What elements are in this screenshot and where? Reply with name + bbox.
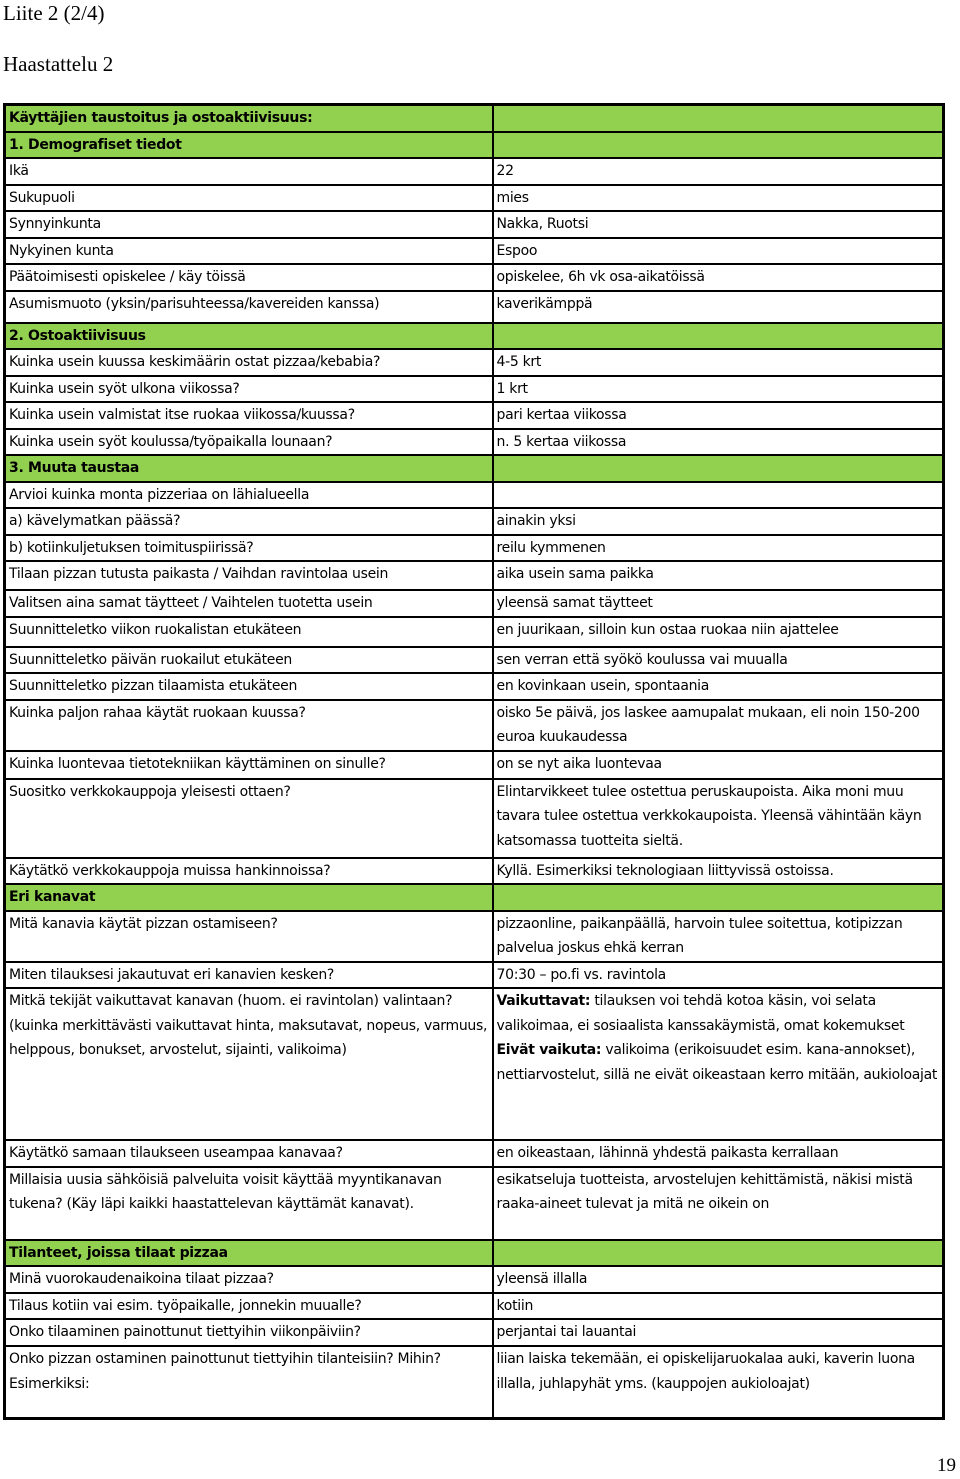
table-row: [5, 158, 944, 185]
question-cell: Suunnitteletko pizzan tilaamista etukäteen: [5, 673, 493, 700]
answer-cell: yleensä illalla: [493, 1266, 944, 1293]
section-row: [5, 1240, 944, 1267]
table-row: [5, 508, 944, 535]
question-cell: Kuinka usein kuussa keskimäärin ostat pizzaa/kebabia?: [5, 349, 493, 376]
answer-cell: 70:30 – po.fi vs. ravintola: [493, 962, 944, 989]
answer-cell: [493, 1240, 944, 1267]
table-row: [5, 264, 944, 291]
question-cell: Miten tilauksesi jakautuvat eri kanavien kesken?: [5, 962, 493, 989]
section-row: [5, 105, 944, 132]
section-heading: Tilanteet, joissa tilaat pizzaa: [5, 1240, 493, 1267]
question-cell: Kuinka usein syöt koulussa/työpaikalla lounaan?: [5, 429, 493, 456]
table-row: [5, 1167, 944, 1240]
table-row: [5, 700, 944, 751]
question-cell: Käytätkö verkkokauppoja muissa hankinnoissa?: [5, 858, 493, 885]
answer-cell: aika usein sama paikka: [493, 561, 944, 590]
table-row: [5, 1319, 944, 1346]
answer-cell: kaverikämppä: [493, 291, 944, 323]
section-heading: Käyttäjien taustoitus ja ostoaktiivisuus:: [5, 105, 493, 132]
question-cell: Minä vuorokaudenaikoina tilaat pizzaa?: [5, 1266, 493, 1293]
table-row: [5, 535, 944, 562]
table-row: [5, 962, 944, 989]
question-cell: Tilaan pizzan tutusta paikasta / Vaihdan ravintolaa usein: [5, 561, 493, 590]
answer-cell: reilu kymmenen: [493, 535, 944, 562]
interview-table-body: [5, 105, 944, 1419]
question-cell: Mitkä tekijät vaikuttavat kanavan (huom. ei ravintolan) valintaan? (kuinka merkittävästi vaikuttavat hinta, maksutavat, nopeus, varmuus, helppous, bonukset, arvostelut, sijainti, valikoima): [5, 988, 493, 1140]
answer-cell: sen verran että syökö koulussa vai muualla: [493, 647, 944, 674]
table-row: [5, 647, 944, 674]
answer-cell: perjantai tai lauantai: [493, 1319, 944, 1346]
question-cell: Käytätkö samaan tilaukseen useampaa kanavaa?: [5, 1140, 493, 1167]
answer-cell: esikatseluja tuotteista, arvostelujen kehittämistä, näkisi mistä raaka-aineet tulevat ja mitä ne oikein on: [493, 1167, 944, 1240]
answer-cell: pari kertaa viikossa: [493, 402, 944, 429]
answer-text: tilauksen voi tehdä kotoa käsin, voi selata valikoimaa, ei sosiaalista kanssakäymistä, omat kokemukset: [496, 993, 905, 1034]
section-heading: 1. Demografiset tiedot: [5, 132, 493, 159]
table-row: [5, 911, 944, 962]
question-cell: Arvioi kuinka monta pizzeriaa on lähialueella: [5, 482, 493, 509]
answer-cell: on se nyt aika luontevaa: [493, 751, 944, 779]
answer-cell: [493, 884, 944, 911]
answer-cell: [493, 482, 944, 509]
question-cell: Synnyinkunta: [5, 211, 493, 238]
table-row: [5, 349, 944, 376]
interview-table: [3, 103, 945, 1420]
answer-cell: en oikeastaan, lähinnä yhdestä paikasta kerrallaan: [493, 1140, 944, 1167]
table-row: [5, 858, 944, 885]
table-row: [5, 1140, 944, 1167]
table-row: [5, 988, 944, 1140]
answer-label: Eivät vaikuta:: [496, 1042, 602, 1058]
answer-cell: Nakka, Ruotsi: [493, 211, 944, 238]
answer-cell: en juurikaan, silloin kun ostaa ruokaa niin ajattelee: [493, 617, 944, 647]
table-row: [5, 751, 944, 779]
answer-cell: kotiin: [493, 1293, 944, 1320]
table-row: [5, 211, 944, 238]
section-row: [5, 884, 944, 911]
table-row: [5, 617, 944, 647]
answer-cell: 22: [493, 158, 944, 185]
table-row: [5, 673, 944, 700]
question-cell: Päätoimisesti opiskelee / käy töissä: [5, 264, 493, 291]
table-row: [5, 376, 944, 403]
question-cell: Kuinka paljon rahaa käytät ruokaan kuussa?: [5, 700, 493, 751]
table-row: [5, 185, 944, 212]
appendix-label: Liite 2 (2/4): [3, 1, 105, 25]
question-cell: Suositko verkkokauppoja yleisesti ottaen?: [5, 779, 493, 858]
answer-cell: en kovinkaan usein, spontaania: [493, 673, 944, 700]
table-row: [5, 1346, 944, 1419]
question-cell: Mitä kanavia käytät pizzan ostamiseen?: [5, 911, 493, 962]
table-row: [5, 1293, 944, 1320]
question-cell: Millaisia uusia sähköisiä palveluita voisit käyttää myyntikanavan tukena? (Käy läpi kaikki haastattelevan käyttämät kanavat).: [5, 1167, 493, 1240]
answer-cell: 1 krt: [493, 376, 944, 403]
question-cell: Onko pizzan ostaminen painottunut tiettyihin tilanteisiin? Mihin? Esimerkiksi:: [5, 1346, 493, 1419]
answer-cell: [493, 988, 944, 1140]
answer-cell: [493, 105, 944, 132]
answer-cell: [493, 323, 944, 350]
answer-cell: 4-5 krt: [493, 349, 944, 376]
answer-cell: mies: [493, 185, 944, 212]
question-cell: b) kotiinkuljetuksen toimituspiirissä?: [5, 535, 493, 562]
question-cell: Kuinka luontevaa tietotekniikan käyttäminen on sinulle?: [5, 751, 493, 779]
table-row: [5, 561, 944, 590]
section-row: [5, 132, 944, 159]
answer-cell: Kyllä. Esimerkiksi teknologiaan liittyvissä ostoissa.: [493, 858, 944, 885]
table-row: [5, 779, 944, 858]
answer-cell: Elintarvikkeet tulee ostettua peruskaupoista. Aika moni muu tavara tulee ostettua verkkokaupoista. Yleensä vähintään käyn katsomassa tuotteita sieltä.: [493, 779, 944, 858]
table-row: [5, 291, 944, 323]
answer-label: Vaikuttavat:: [496, 993, 591, 1009]
answer-cell: pizzaonline, paikanpäällä, harvoin tulee soitettua, kotipizzan palvelua joskus ehkä kerran: [493, 911, 944, 962]
question-cell: Kuinka usein valmistat itse ruokaa viikossa/kuussa?: [5, 402, 493, 429]
section-row: [5, 323, 944, 350]
question-cell: Tilaus kotiin vai esim. työpaikalle, jonnekin muualle?: [5, 1293, 493, 1320]
section-row: [5, 455, 944, 482]
answer-cell: [493, 132, 944, 159]
table-row: [5, 402, 944, 429]
section-heading: 3. Muuta taustaa: [5, 455, 493, 482]
page-number: 19: [937, 1455, 956, 1476]
question-cell: Suunnitteletko viikon ruokalistan etukäteen: [5, 617, 493, 647]
question-cell: Nykyinen kunta: [5, 238, 493, 265]
answer-cell: opiskelee, 6h vk osa-aikatöissä: [493, 264, 944, 291]
question-cell: a) kävelymatkan päässä?: [5, 508, 493, 535]
question-cell: Sukupuoli: [5, 185, 493, 212]
table-row: [5, 1266, 944, 1293]
answer-cell: ainakin yksi: [493, 508, 944, 535]
question-cell: Valitsen aina samat täytteet / Vaihtelen tuotetta usein: [5, 590, 493, 617]
table-row: [5, 482, 944, 509]
question-cell: Onko tilaaminen painottunut tiettyihin viikonpäiviin?: [5, 1319, 493, 1346]
answer-text: valikoima (erikoisuudet esim. kana-annokset), nettiarvostelut, sillä ne eivät oikeastaan kerro mitään, aukioloajat: [496, 1042, 938, 1083]
answer-cell: Espoo: [493, 238, 944, 265]
answer-cell: oisko 5e päivä, jos laskee aamupalat mukaan, eli noin 150-200 euroa kuukaudessa: [493, 700, 944, 751]
document-title: Haastattelu 2: [3, 52, 114, 76]
table-row: [5, 238, 944, 265]
answer-cell: [493, 455, 944, 482]
answer-cell: n. 5 kertaa viikossa: [493, 429, 944, 456]
section-heading: 2. Ostoaktiivisuus: [5, 323, 493, 350]
question-cell: Suunnitteletko päivän ruokailut etukäteen: [5, 647, 493, 674]
section-heading: Eri kanavat: [5, 884, 493, 911]
table-row: [5, 590, 944, 617]
answer-cell: yleensä samat täytteet: [493, 590, 944, 617]
table-row: [5, 429, 944, 456]
question-cell: Kuinka usein syöt ulkona viikossa?: [5, 376, 493, 403]
question-cell: Ikä: [5, 158, 493, 185]
question-cell: Asumismuoto (yksin/parisuhteessa/kavereiden kanssa): [5, 291, 493, 323]
answer-cell: liian laiska tekemään, ei opiskelijaruokalaa auki, kaverin luona illalla, juhlapyhät yms. (kauppojen aukioloajat): [493, 1346, 944, 1419]
